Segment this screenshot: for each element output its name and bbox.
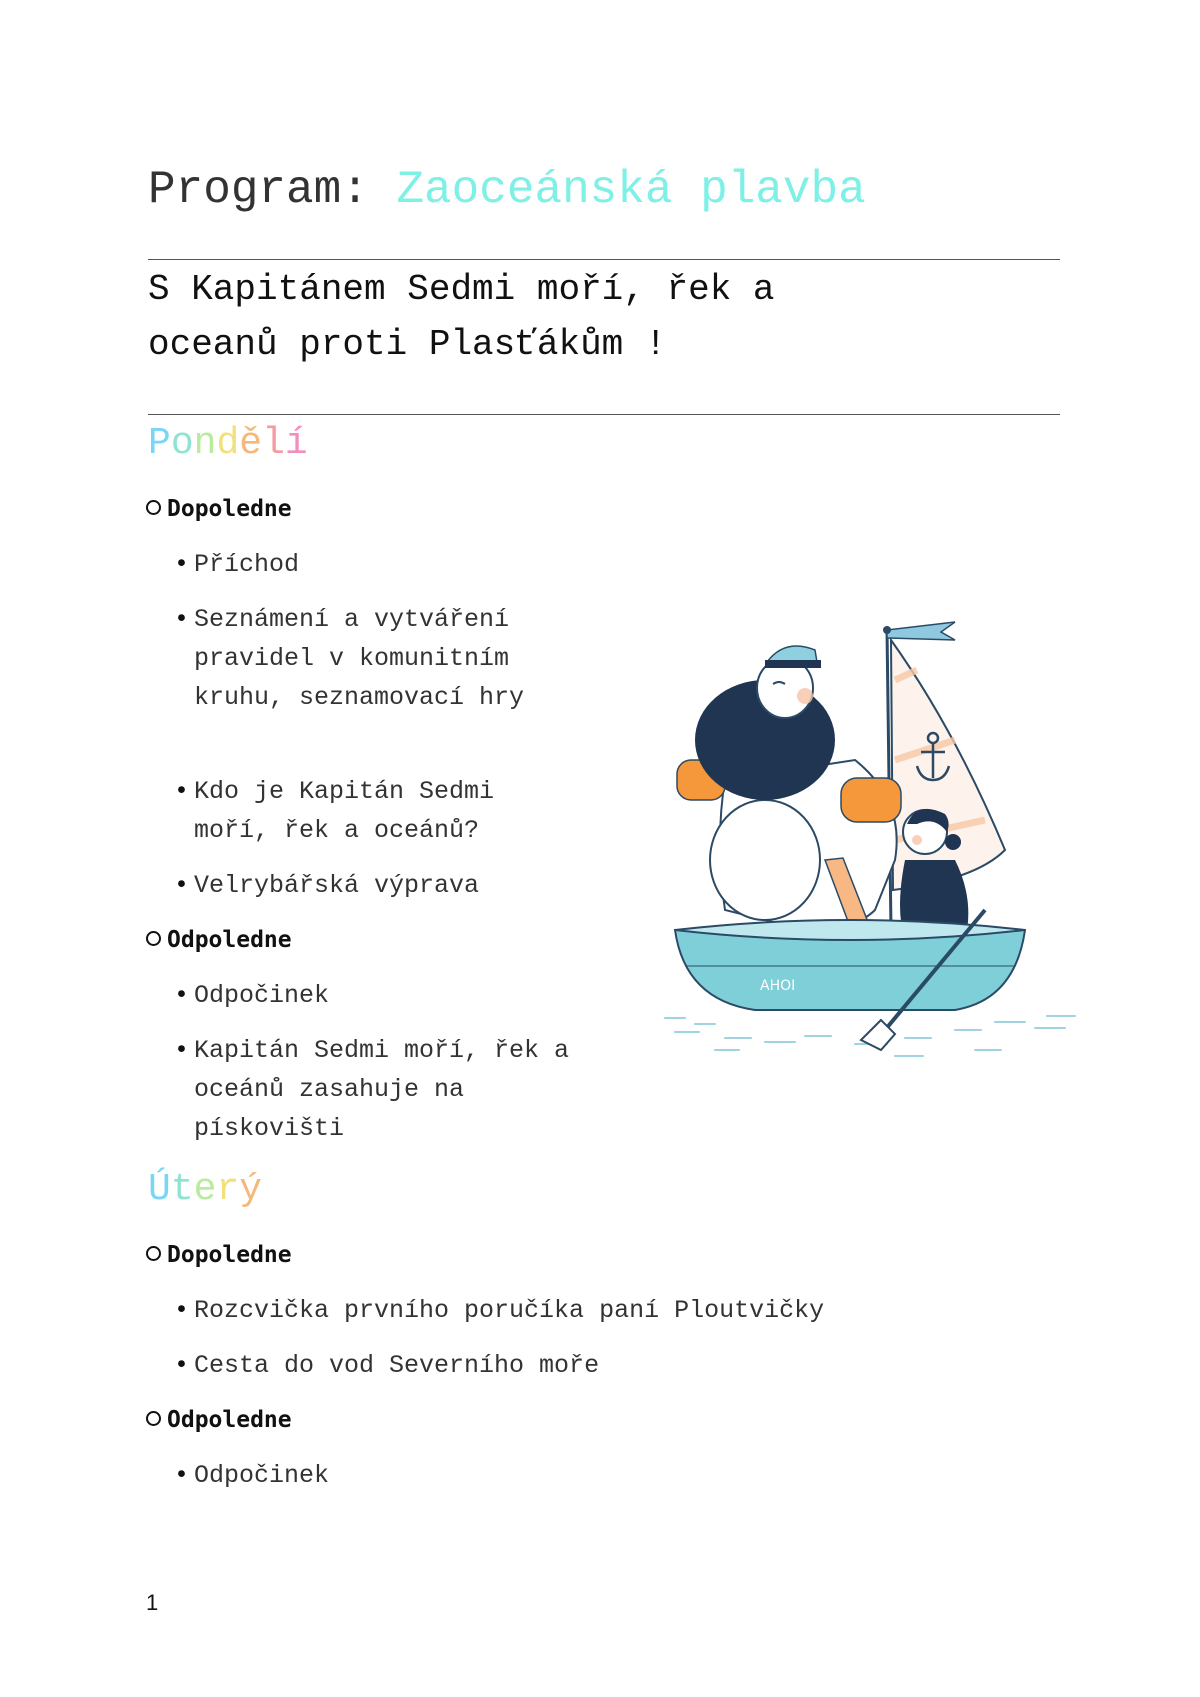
list-item: • Velrybářská výprava [174,866,574,905]
slot-heading-tuesday-afternoon [146,1405,292,1435]
list-item: • Kdo je Kapitán Sedmi moří, řek a oceánů? [174,772,574,850]
list-item: • Rozcvička prvního poručíka paní Ploutvičky [174,1291,1054,1330]
slot-label: Dopoledne [167,1242,292,1268]
slot-label: Dopoledne [167,496,292,522]
boat-label: AHOI [760,978,796,994]
bullet-icon: • [174,1351,190,1380]
list-item: • Cesta do vod Severního moře [174,1346,1054,1385]
page-title [148,162,866,218]
subtitle-line-2: oceanů proti Plasťákům ! [148,324,667,365]
circle-bullet-icon [146,500,161,515]
sailor-boat-illustration [655,610,1115,1080]
title-prefix: Program: [148,164,369,216]
list-item: • Odpočinek [174,976,574,1015]
day-heading-tuesday: Úterý [148,1168,263,1211]
bullet-icon: • [174,550,190,579]
list-item: • Kapitán Sedmi moří, řek a oceánů zasahuje na pískovišti [174,1031,574,1148]
bullet-icon: • [174,1461,190,1490]
bullet-icon: • [174,981,190,1010]
subtitle-line-1: S Kapitánem Sedmi moří, řek a [148,269,775,310]
title-accent: Zaoceánská plavba [396,164,866,216]
bullet-icon: • [174,777,190,806]
day-heading-monday: Pondělí [148,422,308,465]
slot-heading-tuesday-morning [146,1240,292,1270]
bullet-icon: • [174,605,190,634]
list-item: • Příchod [174,545,574,584]
top-divider [148,259,1060,260]
slot-label: Odpoledne [167,1407,292,1433]
subtitle-divider [148,414,1060,415]
circle-bullet-icon [146,1246,161,1261]
bullet-icon: • [174,1036,190,1065]
slot-label: Odpoledne [167,927,292,953]
circle-bullet-icon [146,931,161,946]
list-item: • Seznámení a vytváření pravidel v komunitním kruhu, seznamovací hry [174,600,574,717]
slot-heading-monday-morning [146,494,292,524]
subtitle [148,262,1060,372]
list-item: • Odpočinek [174,1456,1054,1495]
bullet-icon: • [174,871,190,900]
slot-heading-monday-afternoon [146,925,292,955]
bullet-icon: • [174,1296,190,1325]
circle-bullet-icon [146,1411,161,1426]
page-number: 1 [146,1590,159,1615]
